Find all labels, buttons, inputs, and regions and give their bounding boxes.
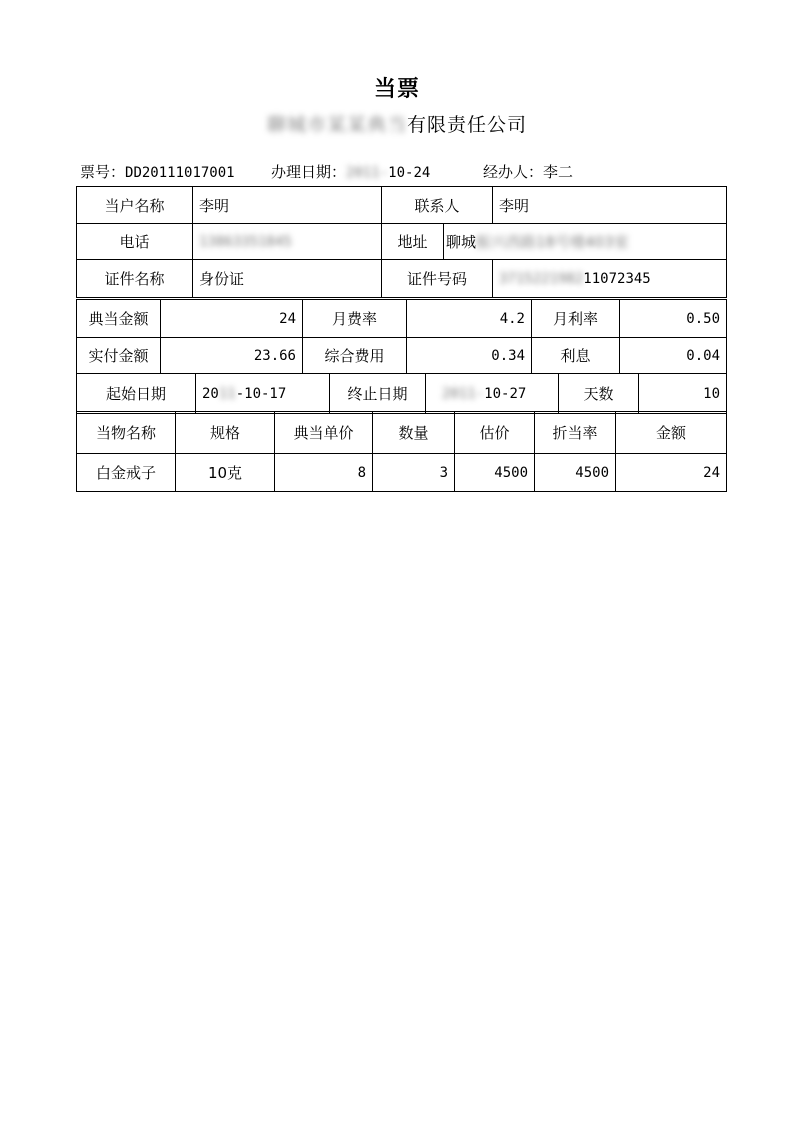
column-header: 估价: [454, 412, 534, 453]
phone-label: 电话: [119, 233, 150, 251]
id-number-visible: 11072345: [583, 270, 651, 287]
process-date-label: 办理日期：: [271, 163, 347, 181]
id-number-value: [492, 260, 726, 297]
start-date-part: -10-17: [235, 385, 287, 402]
start-date-value: [195, 374, 329, 413]
days-value: 10: [638, 374, 726, 413]
ticket-title: 当票: [373, 77, 420, 102]
end-date-visible: 10-27: [484, 385, 527, 402]
total-fee-value: 0.34: [406, 338, 531, 373]
process-date: [271, 161, 430, 182]
item-name: 白金戒子: [95, 464, 156, 482]
paid-amount-value: 23.66: [160, 338, 302, 373]
column-header: 规格: [175, 412, 274, 453]
contact-value: 李明: [492, 187, 726, 223]
address-label: 地址: [381, 224, 443, 259]
ticket-number-value: DD20111017001: [125, 165, 235, 181]
contact-label: 联系人: [381, 187, 492, 223]
customer-info-table: [76, 186, 727, 298]
end-date-value: [425, 374, 558, 413]
table-row: [77, 223, 726, 259]
interest-value: 0.04: [619, 338, 726, 373]
table-row: [77, 374, 726, 413]
item-spec: 10克: [175, 454, 274, 491]
total-fee-label: 综合费用: [302, 338, 406, 373]
item-amount: 24: [615, 454, 726, 491]
address-visible: 聊城: [446, 233, 477, 251]
id-type-label: 证件名称: [104, 270, 165, 288]
item-discount-rate: 4500: [534, 454, 615, 491]
interest-label: 利息: [531, 338, 619, 373]
monthly-fee-value: 4.2: [406, 300, 531, 337]
column-header: 折当率: [534, 412, 615, 453]
ticket-number: [80, 161, 235, 182]
address-value: [443, 224, 726, 259]
table-row: [77, 187, 726, 223]
pawn-amount-label: 典当金额: [88, 310, 149, 328]
handler-label: 经办人：: [483, 163, 544, 181]
table-row: [77, 453, 726, 491]
items-table: [76, 411, 727, 492]
start-date-part: 20: [202, 385, 219, 402]
process-date-value: 10-24: [388, 165, 431, 181]
pawn-amount-value: 24: [160, 300, 302, 337]
company-name-visible: 有限责任公司: [407, 114, 528, 136]
phone-redacted: 13863351845: [199, 233, 292, 250]
monthly-interest-label: 月利率: [531, 300, 619, 337]
end-date-label: 终止日期: [329, 374, 425, 413]
column-header: 典当单价: [274, 412, 372, 453]
id-number-label: 证件号码: [381, 260, 492, 297]
start-date-label: 起始日期: [105, 385, 166, 403]
item-quantity: 3: [372, 454, 454, 491]
days-label: 天数: [558, 374, 638, 413]
period-table: [76, 373, 727, 414]
end-date-redacted: 2011-: [442, 385, 485, 402]
table-row: [77, 300, 726, 337]
amounts-table: [76, 299, 727, 374]
item-unit-price: 8: [274, 454, 372, 491]
address-redacted: 振兴西路18号楼403室: [476, 233, 629, 251]
handler-value: 李二: [543, 163, 574, 181]
phone-value: [192, 224, 381, 259]
ticket-number-label: 票号：: [80, 163, 126, 181]
table-row: [77, 259, 726, 297]
column-header: 当物名称: [95, 424, 156, 442]
id-number-redacted: 3715221982: [499, 270, 584, 287]
customer-name-value: 李明: [192, 187, 381, 223]
column-header: 数量: [372, 412, 454, 453]
monthly-interest-value: 0.50: [619, 300, 726, 337]
column-header: 金额: [615, 412, 726, 453]
id-type-value: 身份证: [192, 260, 381, 297]
paid-amount-label: 实付金额: [88, 347, 149, 365]
start-date-redacted: 11: [218, 385, 236, 402]
table-row: [77, 337, 726, 373]
company-name: [0, 110, 794, 137]
customer-name-label: 当户名称: [104, 196, 165, 215]
monthly-fee-label: 月费率: [302, 300, 406, 337]
handler: [483, 161, 573, 182]
items-header-row: [77, 412, 726, 453]
item-valuation: 4500: [454, 454, 534, 491]
process-date-redacted: 2011-: [346, 165, 389, 181]
company-name-redacted: 聊城市某某典当: [266, 114, 407, 136]
